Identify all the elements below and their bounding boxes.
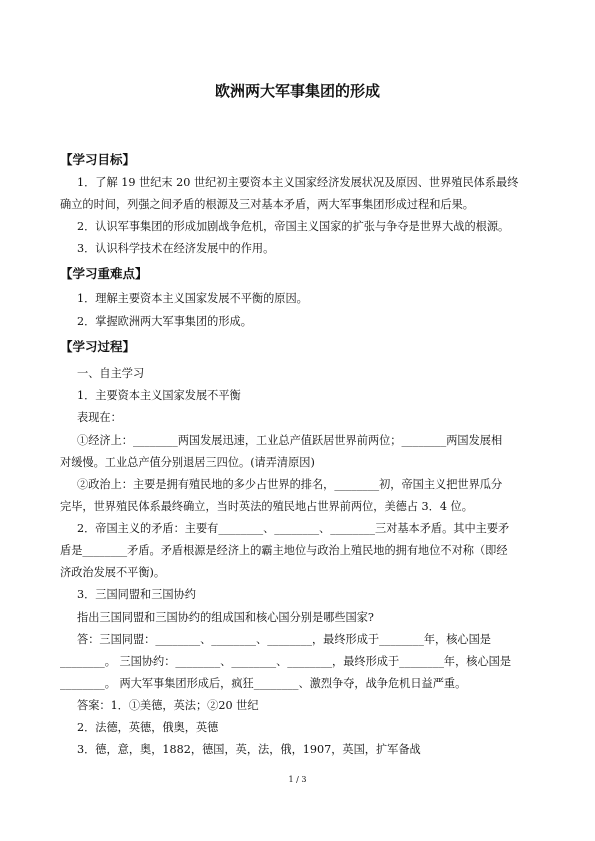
key-point-line: 2．掌握欧洲两大军事集团的形成。: [77, 315, 252, 328]
goal-line: 3．认识科学技术在经济发展中的作用。: [77, 242, 275, 255]
answer-line: 2．法德，英德，俄奥，英德: [77, 721, 219, 734]
process-line: 3．三国同盟和三国协约: [77, 588, 196, 601]
goal-line: 确立的时间，列强之间矛盾的根源及三对基本矛盾，两大军事集团形成过程和后果。: [60, 198, 474, 211]
process-line: 答：三国同盟：________、________、________，最终形成于________年，核心国是: [77, 633, 491, 646]
process-line: 一、自主学习: [77, 367, 145, 380]
process-line: 完毕，世界殖民体系最终确立，当时英法的殖民地占世界前两位，美德占 3．4 位。: [60, 500, 473, 513]
section-heading-goals: 【学习目标】: [60, 152, 136, 167]
goal-line: 2．认识军事集团的形成加剧战争危机，帝国主义国家的扩张与争夺是世界大战的根源。: [77, 220, 510, 233]
goal-line: 1．了解 19 世纪末 20 世纪初主要资本主义国家经济发展状况及原因、世界殖民体系最终: [77, 176, 519, 189]
process-line: 对缓慢。工业总产值分别退居三四位。(请弄清原因): [60, 456, 315, 469]
process-line: 盾是________矛盾。矛盾根源是经济上的霸主地位与政治上殖民地的拥有地位不对称（即经: [60, 544, 508, 557]
section-heading-process: 【学习过程】: [60, 339, 136, 354]
key-point-line: 1．理解主要资本主义国家发展不平衡的原因。: [77, 292, 308, 305]
process-line: 指出三国同盟和三国协约的组成国和核心国分别是哪些国家?: [77, 611, 374, 624]
process-line: ________。 两大军事集团形成后，疯狂________、激烈争夺，战争危机日益严重。: [60, 677, 467, 690]
process-line: 1．主要资本主义国家发展不平衡: [77, 389, 241, 402]
process-line: 2．帝国主义的矛盾：主要有________、________、________三对基本矛盾。其中主要矛: [77, 522, 510, 535]
page-number: 1 / 3: [288, 775, 307, 784]
process-line: 表现在：: [77, 411, 122, 424]
process-line: ①经济上：________两国发展迅速，工业总产值跃居世界前两位；________两国发展相: [77, 434, 503, 447]
process-line: ________。 三国协约：________、________、________，最终形成于________年，核心国是: [60, 655, 512, 668]
section-heading-key-points: 【学习重难点】: [60, 266, 148, 281]
answer-line: 3．德，意，奥，1882，德国，英，法，俄，1907，英国，扩军备战: [77, 743, 421, 756]
answer-line: 答案：1．①美德，英法；②20 世纪: [77, 699, 259, 712]
process-line: ②政治上：主要是拥有殖民地的多少占世界的排名，________初，帝国主义把世界瓜分: [77, 478, 503, 491]
page-title: 欧洲两大军事集团的形成: [214, 82, 380, 100]
process-line: 济政治发展不平衡)。: [60, 566, 166, 579]
